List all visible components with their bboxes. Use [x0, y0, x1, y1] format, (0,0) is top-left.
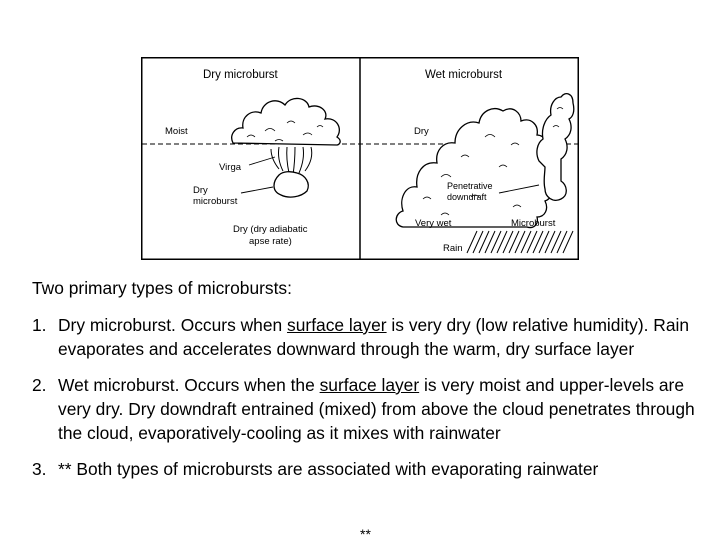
list-item-note [32, 457, 702, 481]
very-wet-label: Very wet [415, 218, 452, 229]
microburst-label: Microburst [511, 218, 556, 229]
dry-microburst-blob [274, 172, 308, 197]
dry-layer-label: Dry [414, 126, 429, 137]
list-item-wet [32, 373, 702, 445]
item-text: is very moist and upper-levels are very dry. Dry downdraft entrained (mixed) from above the cloud penetrates through the cloud, evaporatively-cooling as it mixes with rainwater [58, 375, 695, 443]
item-text: Wet microburst. Occurs when the [58, 375, 320, 395]
microburst-diagram [141, 57, 579, 260]
item-number: 1. [32, 315, 47, 335]
virga-label: Virga [219, 162, 242, 173]
list-item-dry [32, 313, 702, 361]
dry-adiabatic-label-2: apse rate) [249, 236, 292, 247]
footer-asterisks: ** [360, 526, 371, 542]
item-number: 3. [32, 459, 47, 479]
penetrative-label-1: Penetrative [447, 181, 493, 191]
rain-label: Rain [443, 243, 463, 254]
item-number: 2. [32, 375, 47, 395]
dry-microburst-title: Dry microburst [203, 69, 278, 81]
surface-layer-link[interactable]: surface layer [319, 375, 420, 395]
dry-adiabatic-label-1: Dry (dry adiabatic [233, 224, 308, 235]
item-text: ** Both types of microbursts are associated with evaporating rainwater [58, 459, 599, 479]
dry-microburst-label-1: Dry [193, 185, 208, 196]
dry-microburst-label-2: microburst [193, 196, 238, 207]
intro-text: Two primary types of microbursts: [32, 278, 292, 298]
item-text: is very dry (low relative humidity). Rain evaporates and accelerates downward through the warm, dry surface layer [58, 315, 690, 359]
wet-microburst-title: Wet microburst [425, 69, 503, 81]
surface-layer-link[interactable]: surface layer [287, 315, 387, 335]
description-text [32, 276, 702, 493]
penetrative-label-2: downdraft [447, 192, 487, 202]
moist-label: Moist [165, 126, 188, 137]
item-text: Dry microburst. Occurs when [58, 315, 288, 335]
